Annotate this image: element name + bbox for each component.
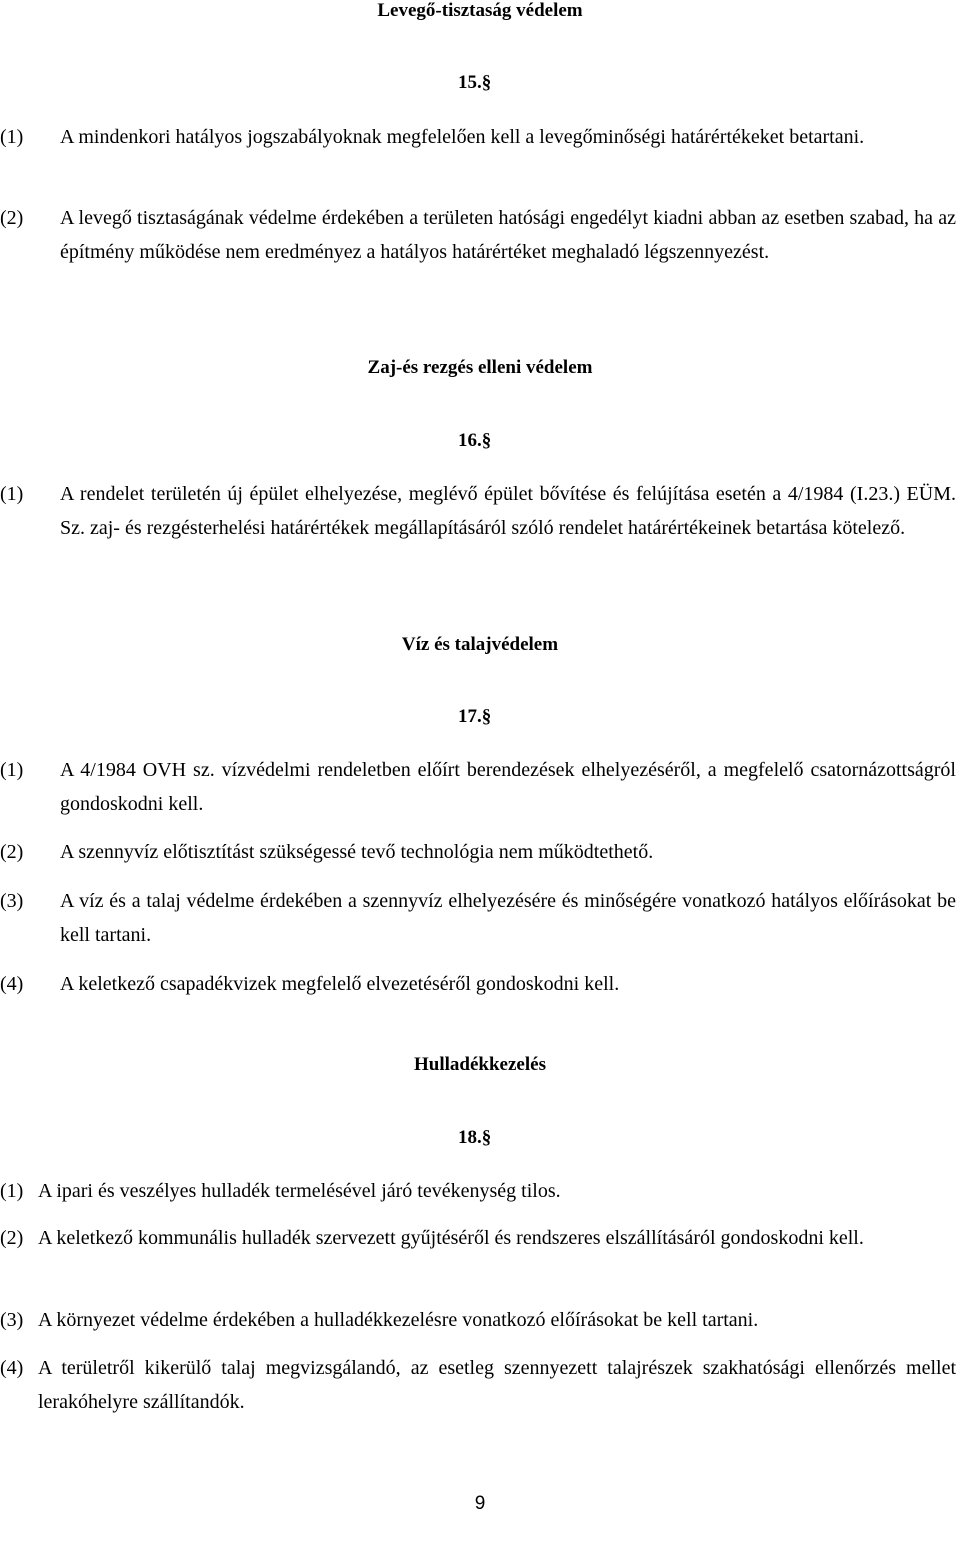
paragraph-text: A környezet védelme érdekében a hulladékkezelésre vonatkozó előírásokat be kell tartani. xyxy=(38,1309,759,1331)
paragraph-18-2 xyxy=(0,1221,956,1255)
paragraph-number: (3) xyxy=(0,1309,24,1331)
paragraph-text: A rendelet területén új épület elhelyezése, meglévő épület bővítése és felújítása esetén a 4/1984 (I.23.) EÜM. Sz. zaj- és rezgésterhelési határértékek megállapításáról szóló rendelet határértékeinek betartása kötelező. xyxy=(60,483,956,539)
paragraph-text: A levegő tisztaságának védelme érdekében a területen hatósági engedélyt kiadni abban az esetben szabad, ha az építmény működése nem eredményez a hatályos határértéket meghaladó légszennyezést. xyxy=(60,207,956,263)
paragraph-number: (1) xyxy=(0,1180,24,1202)
paragraph-16-1 xyxy=(0,477,956,545)
paragraph-number: (1) xyxy=(0,759,24,781)
section-number-18: 18.§ xyxy=(458,1127,492,1148)
paragraph-number: (3) xyxy=(0,890,24,912)
paragraph-number: (2) xyxy=(0,841,24,863)
paragraph-number: (4) xyxy=(0,1357,24,1379)
paragraph-number: (1) xyxy=(0,126,24,148)
section-heading-waste: Hulladékkezelés xyxy=(414,1054,546,1075)
section-heading-noise: Zaj-és rezgés elleni védelem xyxy=(367,357,593,378)
paragraph-17-3 xyxy=(0,884,956,952)
paragraph-number: (4) xyxy=(0,973,24,995)
section-number-16: 16.§ xyxy=(458,430,492,451)
paragraph-18-1 xyxy=(0,1174,956,1208)
paragraph-text: A víz és a talaj védelme érdekében a szennyvíz elhelyezésére és minőségére vonatkozó hatályos előírásokat be kell tartani. xyxy=(60,890,956,946)
paragraph-number: (2) xyxy=(0,1227,24,1249)
paragraph-18-4 xyxy=(0,1351,956,1419)
paragraph-15-1 xyxy=(0,120,956,154)
section-heading-air: Levegő-tisztaság védelem xyxy=(377,0,583,21)
paragraph-text: A területről kikerülő talaj megvizsgálandó, az esetleg szennyezett talajrészek szakhatósági ellenőrzés mellet lerakóhelyre szállítandók. xyxy=(38,1357,956,1413)
paragraph-17-4 xyxy=(0,967,956,1001)
section-heading-water: Víz és talajvédelem xyxy=(401,634,559,655)
paragraph-text: A mindenkori hatályos jogszabályoknak megfelelően kell a levegőminőségi határértékeket betartani. xyxy=(60,126,865,148)
paragraph-15-2 xyxy=(0,201,956,269)
paragraph-18-3 xyxy=(0,1303,956,1337)
paragraph-text: A ipari és veszélyes hulladék termelésével járó tevékenység tilos. xyxy=(38,1180,561,1202)
paragraph-text: A 4/1984 OVH sz. vízvédelmi rendeletben előírt berendezések elhelyezéséről, a megfelelő csatornázottságról gondoskodni kell. xyxy=(60,759,956,815)
section-number-17: 17.§ xyxy=(458,706,492,727)
section-number-15: 15.§ xyxy=(458,72,492,93)
paragraph-text: A keletkező csapadékvizek megfelelő elvezetéséről gondoskodni kell. xyxy=(60,973,620,995)
paragraph-number: (2) xyxy=(0,207,24,229)
page-number: 9 xyxy=(474,1493,486,1514)
paragraph-number: (1) xyxy=(0,483,24,505)
paragraph-text: A szennyvíz előtisztítást szükségessé tevő technológia nem működtethető. xyxy=(60,841,654,863)
paragraph-17-1 xyxy=(0,753,956,821)
paragraph-17-2 xyxy=(0,835,956,869)
paragraph-text: A keletkező kommunális hulladék szervezett gyűjtéséről és rendszeres elszállításáról gondoskodni kell. xyxy=(38,1227,864,1249)
